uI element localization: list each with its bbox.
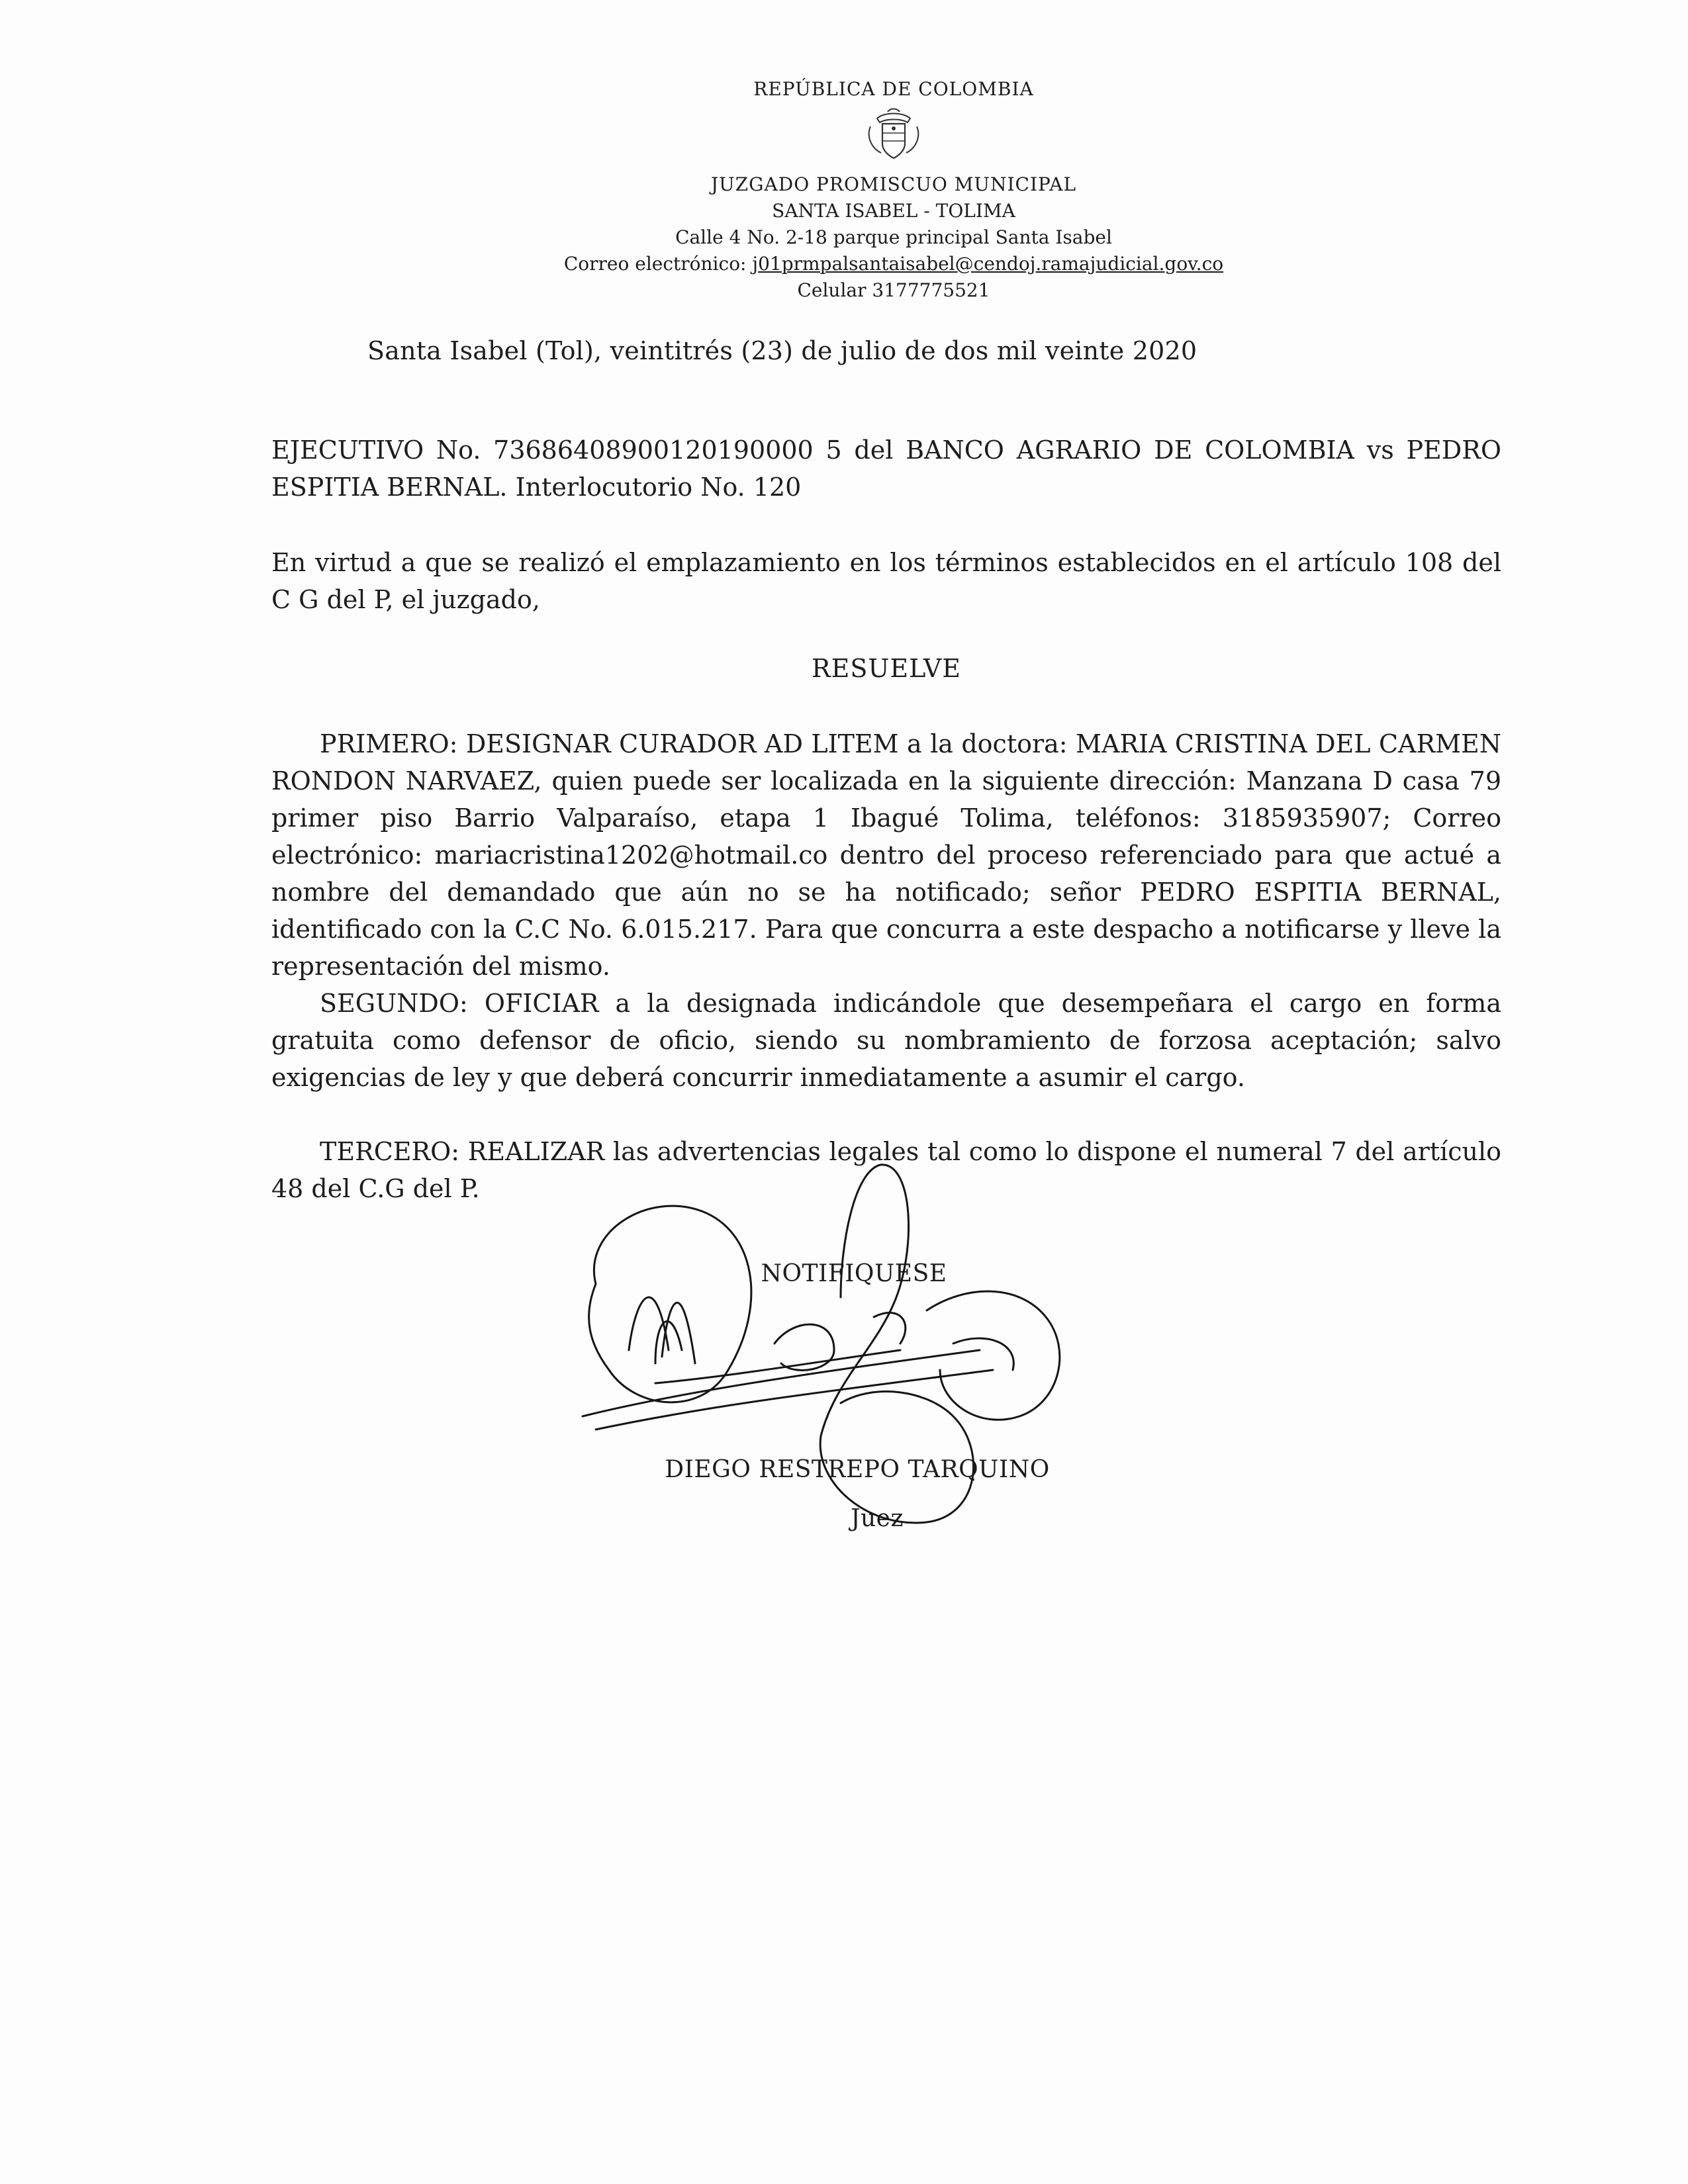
country-name: REPÚBLICA DE COLOMBIA [753,78,1034,100]
resolution-heading: RESUELVE [811,654,962,683]
handwritten-signature [556,1152,1178,1549]
court-phone: Celular 3177775521 [797,279,990,301]
judge-name: DIEGO RESTREPO TARQUINO [665,1456,1050,1483]
intro-block [271,544,1501,618]
judge-role: Juez [851,1505,904,1532]
email-label: Correo electrónico: [563,253,753,275]
case-reference: EJECUTIVO No. 73686408900120190000 5 del BANCO AGRARIO DE COLOMBIA vs PEDRO ESPITIA BERNAL. Interlocutorio No. 120 [271,435,1501,502]
document-date: Santa Isabel (Tol), veintitrés (23) de julio de dos mil veinte 2020 [367,336,1197,365]
second-resolution-block [271,985,1501,1096]
court-address: Calle 4 No. 2-18 parque principal Santa Isabel [675,226,1112,248]
letterhead [0,76,1688,304]
colombia-coat-of-arms-icon [864,107,923,166]
notify-text: NOTIFIQUESE [761,1260,947,1287]
court-email-link[interactable]: j01prmpalsantaisabel@cendoj.ramajudicial.gov.co [752,253,1224,275]
court-name: JUZGADO PROMISCUO MUNICIPAL [710,173,1077,195]
case-reference-block [271,432,1501,506]
first-resolution-block [271,725,1501,985]
first-resolution: PRIMERO: DESIGNAR CURADOR AD LITEM a la doctora: MARIA CRISTINA DEL CARMEN RONDON NARVAEZ, quien puede ser localizada en la siguiente dirección: Manzana D casa 79 primer piso Barrio Valparaíso, etapa 1 Ibagué Tolima, teléfonos: 3185935907; Correo electrónico: mariacristina1202@hotmail.co dentro del proceso referenciado para que actué a nombre del demandado que aún no se ha notificado; señor PEDRO ESPITIA BERNAL, identificado con la C.C No. 6.015.217. Para que concurra a este despacho a notificarse y lleve la representación del mismo. [271,729,1501,981]
court-email-line [0,251,1688,277]
third-resolution: TERCERO: REALIZAR las advertencias legales tal como lo dispone el numeral 7 del artículo 48 del C.G del P. [271,1137,1501,1203]
court-location: SANTA ISABEL - TOLIMA [772,200,1015,222]
second-resolution: SEGUNDO: OFICIAR a la designada indicándole que desempeñara el cargo en forma gratuita como defensor de oficio, siendo su nombramiento de forzosa aceptación; salvo exigencias de ley y que deberá concurrir inmediatamente a asumir el cargo. [271,989,1501,1092]
intro-paragraph: En virtud a que se realizó el emplazamiento en los términos establecidos en el artículo 108 del C G del P, el juzgado, [271,548,1501,614]
